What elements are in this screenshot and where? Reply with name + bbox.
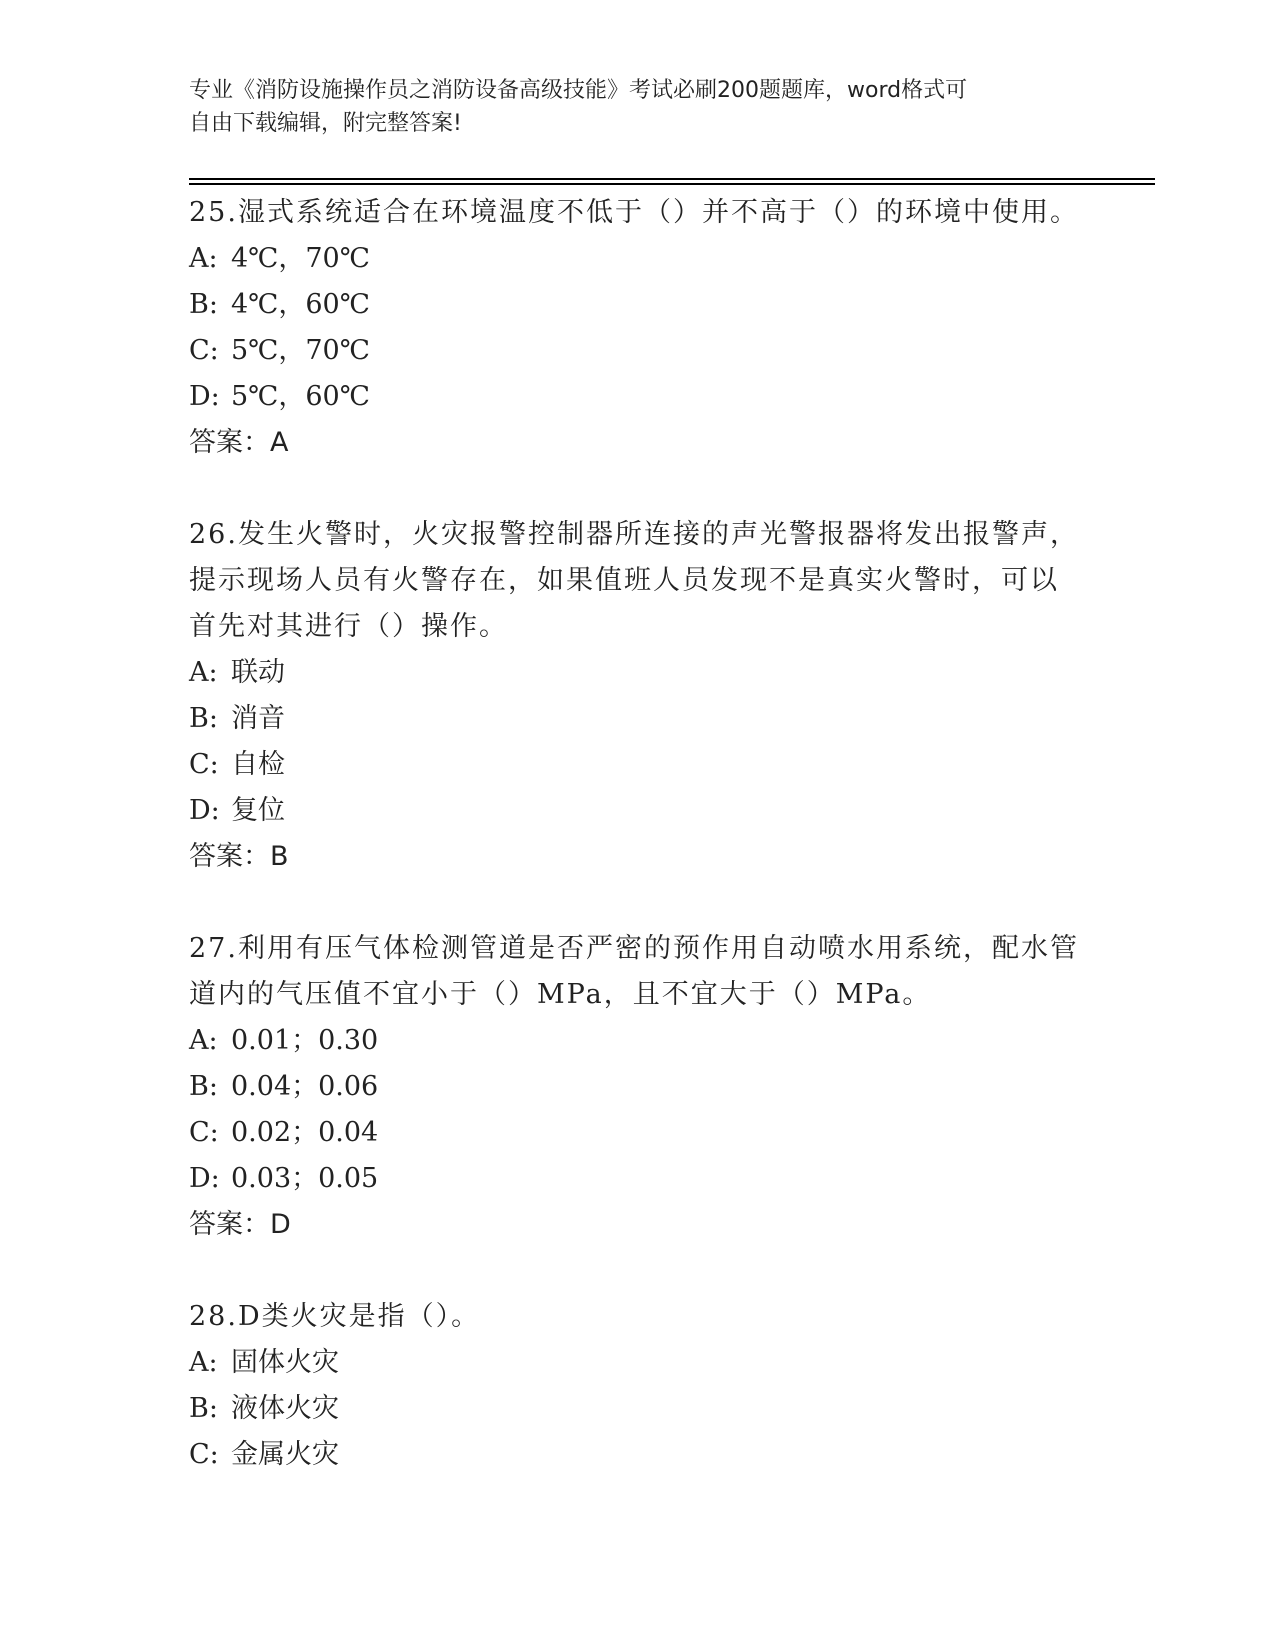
header-line-2: 自由下载编辑，附完整答案! xyxy=(189,111,462,136)
header-line-1: 专业《消防设施操作员之消防设备高级技能》考试必刷200题题库，word格式可 xyxy=(189,78,968,103)
question-stem-line: 25.湿式系统适合在环境温度不低于（）并不高于（）的环境中使用。 xyxy=(189,197,1079,228)
option-b xyxy=(189,696,1089,742)
option-a xyxy=(189,1340,1089,1386)
option-letter: D: xyxy=(189,381,220,412)
option-text: 5℃，70℃ xyxy=(231,335,370,366)
option-d xyxy=(189,1156,1089,1202)
option-letter: B: xyxy=(189,703,218,734)
question-stem-line: 提示现场人员有火警存在，如果值班人员发现不是真实火警时，可以 xyxy=(189,565,1059,596)
question-27 xyxy=(189,926,1089,1248)
option-letter: D: xyxy=(189,795,220,826)
option-text: 自检 xyxy=(231,749,285,780)
answer-line: 答案：D xyxy=(189,1209,291,1240)
option-text: 联动 xyxy=(231,657,285,688)
option-text: 消音 xyxy=(231,703,285,734)
option-letter: C: xyxy=(189,335,219,366)
question-28 xyxy=(189,1294,1089,1478)
option-d xyxy=(189,374,1089,420)
question-stem-line: 27.利用有压气体检测管道是否严密的预作用自动喷水用系统，配水管 xyxy=(189,933,1079,964)
option-letter: C: xyxy=(189,1439,219,1470)
question-25 xyxy=(189,190,1089,466)
question-stem-line: 道内的气压值不宜小于（）MPa，且不宜大于（）MPa。 xyxy=(189,979,932,1010)
question-stem xyxy=(189,512,1089,650)
option-d xyxy=(189,788,1089,834)
option-letter: B: xyxy=(189,289,218,320)
option-c xyxy=(189,328,1089,374)
question-list xyxy=(189,190,1089,1478)
option-text: 0.01；0.30 xyxy=(231,1025,379,1056)
option-a xyxy=(189,236,1089,282)
option-text: 0.04；0.06 xyxy=(231,1071,379,1102)
question-stem xyxy=(189,926,1089,1018)
option-letter: C: xyxy=(189,749,219,780)
option-letter: A: xyxy=(189,1025,218,1056)
document-header xyxy=(189,74,1089,140)
question-stem xyxy=(189,1294,1089,1340)
spacer xyxy=(189,1248,1089,1294)
option-a xyxy=(189,650,1089,696)
option-b xyxy=(189,1386,1089,1432)
answer-line: 答案：B xyxy=(189,841,289,872)
option-c xyxy=(189,1110,1089,1156)
question-stem-line: 首先对其进行（）操作。 xyxy=(189,611,508,642)
question-stem-line: 26.发生火警时，火灾报警控制器所连接的声光警报器将发出报警声， xyxy=(189,519,1079,550)
option-text: 0.02；0.04 xyxy=(231,1117,379,1148)
question-stem-line: 28.D类火灾是指（）。 xyxy=(189,1301,481,1332)
option-letter: C: xyxy=(189,1117,219,1148)
option-b xyxy=(189,282,1089,328)
option-text: 复位 xyxy=(231,795,285,826)
option-text: 金属火灾 xyxy=(231,1439,339,1470)
spacer xyxy=(189,880,1089,926)
option-letter: A: xyxy=(189,243,218,274)
answer-line: 答案：A xyxy=(189,427,289,458)
question-26 xyxy=(189,512,1089,880)
option-letter: B: xyxy=(189,1071,218,1102)
header-divider-top xyxy=(189,178,1155,180)
option-text: 4℃，70℃ xyxy=(231,243,370,274)
option-letter: A: xyxy=(189,657,218,688)
option-text: 4℃，60℃ xyxy=(231,289,370,320)
spacer xyxy=(189,466,1089,512)
option-text: 5℃，60℃ xyxy=(231,381,370,412)
option-text: 固体火灾 xyxy=(231,1347,339,1378)
option-text: 液体火灾 xyxy=(231,1393,339,1424)
question-stem xyxy=(189,190,1089,236)
header-divider-bottom xyxy=(189,183,1155,185)
option-letter: A: xyxy=(189,1347,218,1378)
option-letter: D: xyxy=(189,1163,220,1194)
option-b xyxy=(189,1064,1089,1110)
option-a xyxy=(189,1018,1089,1064)
option-c xyxy=(189,1432,1089,1478)
option-text: 0.03；0.05 xyxy=(231,1163,379,1194)
option-c xyxy=(189,742,1089,788)
option-letter: B: xyxy=(189,1393,218,1424)
